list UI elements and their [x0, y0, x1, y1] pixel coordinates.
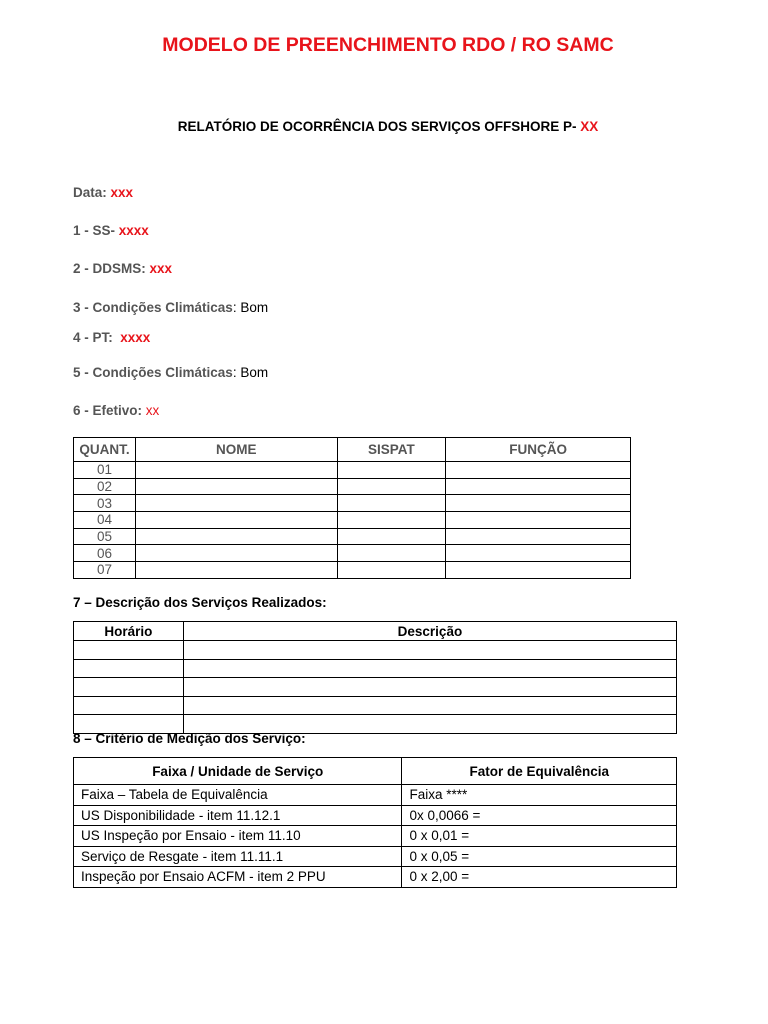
row-number: 01 [74, 462, 136, 479]
table-cell [446, 478, 631, 495]
field-data-value: xxx [110, 185, 134, 200]
table-cell [183, 696, 676, 715]
row-number: 04 [74, 512, 136, 529]
table-header-row [74, 438, 631, 462]
table-row [74, 826, 677, 847]
table-cell [446, 495, 631, 512]
table-row [74, 846, 677, 867]
table-cell [183, 659, 676, 678]
table-cell [135, 495, 337, 512]
field-pt-label: 4 - PT: [73, 330, 121, 345]
table-cell [337, 562, 446, 579]
table-cell [74, 678, 184, 697]
field-condicoes-2-value: : Bom [232, 365, 269, 380]
field-ss-value: xxxx [118, 223, 149, 238]
field-data-label: Data: [73, 185, 111, 200]
table-cell: Serviço de Resgate - item 11.11.1 [74, 846, 402, 867]
table-row [74, 641, 677, 660]
row-number: 03 [74, 495, 136, 512]
table-row [74, 696, 677, 715]
field-condicoes-1-label: 3 - Condições Climáticas [73, 300, 233, 315]
table-cell [135, 562, 337, 579]
row-number: 05 [74, 528, 136, 545]
field-ss [73, 223, 149, 238]
table-cell: US Disponibilidade - item 11.12.1 [74, 805, 402, 826]
column-header: NOME [135, 438, 337, 462]
field-pt [73, 330, 150, 345]
table-cell [446, 528, 631, 545]
field-ddsms [73, 261, 172, 276]
table-cell: 0 x 0,01 = [402, 826, 677, 847]
table-cell [337, 495, 446, 512]
table-row [74, 562, 631, 579]
field-efetivo-label: 6 - Efetivo: [73, 403, 146, 418]
table-cell [135, 462, 337, 479]
report-subtitle [0, 119, 768, 134]
field-efetivo-value: xx [145, 403, 160, 418]
table-row [74, 867, 677, 888]
table-cell: Faixa **** [402, 785, 677, 806]
table-header-row [74, 622, 677, 641]
table-cell: 0x 0,0066 = [402, 805, 677, 826]
column-header: Descrição [183, 622, 676, 641]
column-header: QUANT. [74, 438, 136, 462]
medicao-table [73, 757, 677, 888]
table-cell [135, 545, 337, 562]
table-cell [74, 696, 184, 715]
table-cell [74, 641, 184, 660]
table-cell: 0 x 2,00 = [402, 867, 677, 888]
row-number: 06 [74, 545, 136, 562]
table-cell [183, 641, 676, 660]
table-row [74, 805, 677, 826]
table-cell: Inspeção por Ensaio ACFM - item 2 PPU [74, 867, 402, 888]
table-cell [337, 512, 446, 529]
table-cell [135, 478, 337, 495]
subtitle-text: RELATÓRIO DE OCORRÊNCIA DOS SERVIÇOS OFFSHORE P- [177, 119, 581, 134]
table-cell [446, 462, 631, 479]
efetivo-table [73, 437, 631, 579]
table-row [74, 528, 631, 545]
column-header: Horário [74, 622, 184, 641]
column-header: FUNÇÃO [446, 438, 631, 462]
subtitle-platform-value: XX [580, 119, 599, 134]
row-number: 07 [74, 562, 136, 579]
field-data [73, 185, 133, 200]
column-header: Faixa / Unidade de Serviço [74, 758, 402, 785]
table-cell: Faixa – Tabela de Equivalência [74, 785, 402, 806]
table-cell: US Inspeção por Ensaio - item 11.10 [74, 826, 402, 847]
table-row [74, 462, 631, 479]
table-cell [446, 512, 631, 529]
field-pt-value: xxxx [120, 330, 151, 345]
table-row [74, 785, 677, 806]
field-condicoes-2 [73, 365, 268, 380]
table-row [74, 495, 631, 512]
table-cell [446, 545, 631, 562]
field-efetivo [73, 403, 159, 418]
table-cell [337, 478, 446, 495]
table-cell [74, 659, 184, 678]
table-row [74, 678, 677, 697]
section-7-title: 7 – Descrição dos Serviços Realizados: [73, 595, 327, 610]
row-number: 02 [74, 478, 136, 495]
table-row [74, 478, 631, 495]
table-cell [446, 562, 631, 579]
section-8-title: 8 – Critério de Medição dos Serviço: [73, 731, 306, 746]
table-header-row [74, 758, 677, 785]
field-ddsms-label: 2 - DDSMS: [73, 261, 150, 276]
servicos-table [73, 621, 677, 734]
field-condicoes-1-value: : Bom [232, 300, 269, 315]
table-row [74, 659, 677, 678]
field-ss-label: 1 - SS- [73, 223, 119, 238]
table-cell [337, 462, 446, 479]
table-row [74, 512, 631, 529]
page-title: MODELO DE PREENCHIMENTO RDO / RO SAMC [162, 34, 614, 56]
field-ddsms-value: xxx [149, 261, 173, 276]
table-cell [337, 545, 446, 562]
field-condicoes-2-label: 5 - Condições Climáticas [73, 365, 233, 380]
column-header: Fator de Equivalência [402, 758, 677, 785]
column-header: SISPAT [337, 438, 446, 462]
field-condicoes-1 [73, 300, 268, 315]
table-row [74, 545, 631, 562]
table-cell: 0 x 0,05 = [402, 846, 677, 867]
table-cell [183, 678, 676, 697]
table-cell [135, 528, 337, 545]
table-cell [135, 512, 337, 529]
table-cell [337, 528, 446, 545]
